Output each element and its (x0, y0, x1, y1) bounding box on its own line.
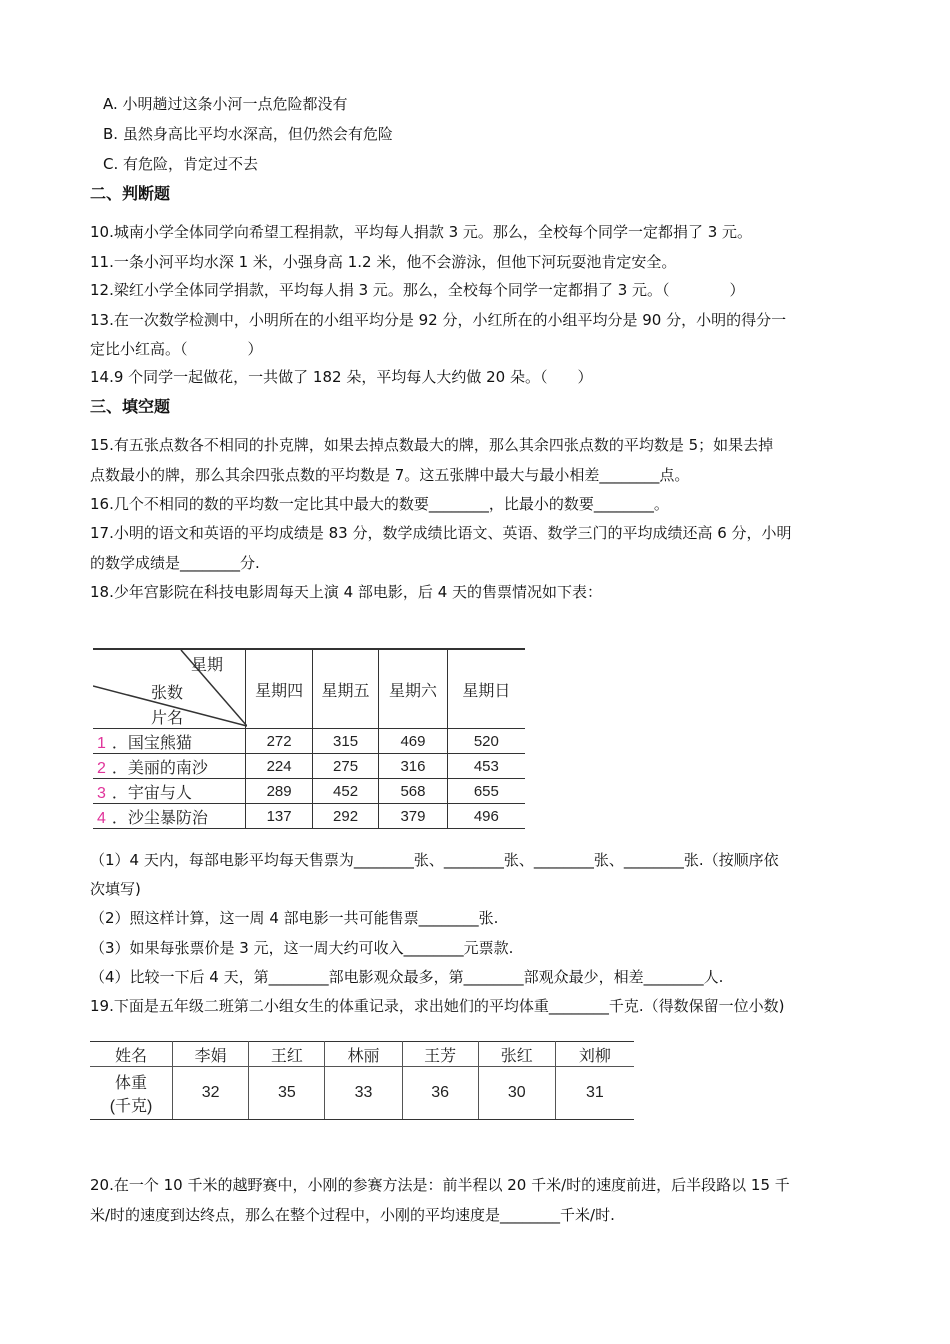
option-b: B. 虽然身高比平均水深高，但仍然会有危险 (103, 125, 393, 143)
question-15-line-2: 点数最小的牌，那么其余四张点数的平均数是 7。这五张牌中最大与最小相差________点。 (90, 466, 690, 484)
table-row (93, 779, 525, 804)
table-cell: 315 (312, 729, 378, 754)
question-16: 16.几个不相同的数的平均数一定比其中最大的数要________，比最小的数要________。 (90, 495, 669, 513)
film-name: ．美丽的南沙 (111, 759, 208, 777)
film-name-cell (93, 729, 246, 754)
column-header-fri: 星期五 (312, 649, 378, 729)
table-cell: 655 (447, 779, 525, 804)
corner-label-day: 星期 (191, 657, 224, 674)
row-label-line-2: (千克) (109, 1098, 153, 1115)
diagonal-header-cell (93, 649, 246, 729)
question-18-part-1-line-2: 次填写) (90, 880, 141, 898)
question-18-part-3: （3）如果每张票价是 3 元，这一周大约可收入________元票款. (90, 939, 514, 957)
table-cell: 452 (312, 779, 378, 804)
option-c: C. 有危险，肯定过不去 (103, 155, 259, 173)
table-cell: 272 (246, 729, 312, 754)
table-cell: 30 (478, 1067, 555, 1120)
ticket-sales-table (93, 648, 525, 829)
section-title-fill-in: 三、填空题 (90, 397, 171, 416)
table-cell: 31 (555, 1067, 634, 1120)
question-20-line-2: 米/时的速度到达终点，那么在整个过程中，小刚的平均速度是________千米/时. (90, 1206, 615, 1224)
table-cell: 316 (379, 754, 447, 779)
question-18-part-1-line-1: （1）4 天内，每部电影平均每天售票为________张、________张、________张、________张.（按顺序依 (90, 851, 779, 869)
question-13-line-1: 13.在一次数学检测中，小明所在的小组平均分是 92 分，小红所在的小组平均分是 90 分，小明的得分一 (90, 311, 787, 329)
film-name: ．宇宙与人 (111, 784, 192, 802)
question-13-line-2: 定比小红高。（ ） (90, 340, 263, 358)
row-index: 1 (97, 734, 106, 752)
question-12: 12.梁红小学全体同学捐款，平均每人捐 3 元。那么，全校每个同学一定都捐了 3 元。（ ） (90, 281, 745, 299)
table-cell: 林丽 (325, 1042, 402, 1067)
question-18: 18.少年宫影院在科技电影周每天上演 4 部电影，后 4 天的售票情况如下表： (90, 583, 603, 601)
row-index: 2 (97, 759, 106, 777)
question-15-line-1: 15.有五张点数各不相同的扑克牌，如果去掉点数最大的牌，那么其余四张点数的平均数是 5；如果去掉 (90, 436, 774, 454)
table-cell: 32 (173, 1067, 249, 1120)
question-10: 10.城南小学全体同学向希望工程捐款，平均每人捐款 3 元。那么，全校每个同学一定都捐了 3 元。 (90, 223, 753, 241)
table-cell: 496 (447, 804, 525, 829)
table-cell: 275 (312, 754, 378, 779)
question-14: 14.9 个同学一起做花，一共做了 182 朵，平均每人大约做 20 朵。（ ） (90, 368, 593, 386)
table-cell: 王红 (249, 1042, 325, 1067)
table-cell: 469 (379, 729, 447, 754)
question-17-line-1: 17.小明的语文和英语的平均成绩是 83 分，数学成绩比语文、英语、数学三门的平均成绩还高 6 分，小明 (90, 524, 792, 542)
row-label-line-1: 体重 (115, 1075, 148, 1092)
column-header-sat: 星期六 (379, 649, 447, 729)
question-18-part-4: （4）比较一下后 4 天，第________部电影观众最多，第________部观众最少，相差________人. (90, 968, 724, 986)
film-name-cell (93, 779, 246, 804)
film-name-cell (93, 754, 246, 779)
film-name-cell (93, 804, 246, 829)
table-cell: 刘柳 (555, 1042, 634, 1067)
corner-label-count: 张数 (151, 685, 184, 702)
table-header-row (93, 649, 525, 729)
table-cell: 33 (325, 1067, 402, 1120)
table-cell: 453 (447, 754, 525, 779)
table-cell: 35 (249, 1067, 325, 1120)
table-cell: 王芳 (402, 1042, 478, 1067)
column-header-sun: 星期日 (447, 649, 525, 729)
table-cell: 379 (379, 804, 447, 829)
table-row (93, 729, 525, 754)
table-cell: 137 (246, 804, 312, 829)
option-a: A. 小明趟过这条小河一点危险都没有 (103, 95, 348, 113)
table-cell: 36 (402, 1067, 478, 1120)
section-title-judgement: 二、判断题 (90, 184, 171, 203)
table-cell: 289 (246, 779, 312, 804)
corner-label-film: 片名 (151, 710, 184, 727)
table-cell: 张红 (478, 1042, 555, 1067)
table-cell: 李娟 (173, 1042, 249, 1067)
row-index: 4 (97, 809, 106, 827)
question-11: 11.一条小河平均水深 1 米，小强身高 1.2 米，他不会游泳，但他下河玩耍池肯定安全。 (90, 253, 677, 271)
table-header-row (90, 1042, 634, 1067)
film-name: ．国宝熊猫 (111, 734, 192, 752)
question-20-line-1: 20.在一个 10 千米的越野赛中，小刚的参赛方法是：前半程以 20 千米/时的速度前进，后半段路以 15 千 (90, 1176, 790, 1194)
question-18-part-2: （2）照这样计算，这一周 4 部电影一共可能售票________张. (90, 909, 499, 927)
table-cell: 292 (312, 804, 378, 829)
header-label-name: 姓名 (90, 1042, 173, 1067)
film-name: ．沙尘暴防治 (111, 809, 208, 827)
table-cell: 224 (246, 754, 312, 779)
question-17-line-2: 的数学成绩是________分. (90, 554, 260, 572)
column-header-thu: 星期四 (246, 649, 312, 729)
row-index: 3 (97, 784, 106, 802)
table-cell: 568 (379, 779, 447, 804)
weight-table (90, 1041, 634, 1120)
row-label-weight (90, 1067, 173, 1120)
question-19: 19.下面是五年级二班第二小组女生的体重记录，求出她们的平均体重________千克.（得数保留一位小数) (90, 997, 785, 1015)
table-row (93, 804, 525, 829)
table-row (93, 754, 525, 779)
table-row (90, 1067, 634, 1120)
table-cell: 520 (447, 729, 525, 754)
